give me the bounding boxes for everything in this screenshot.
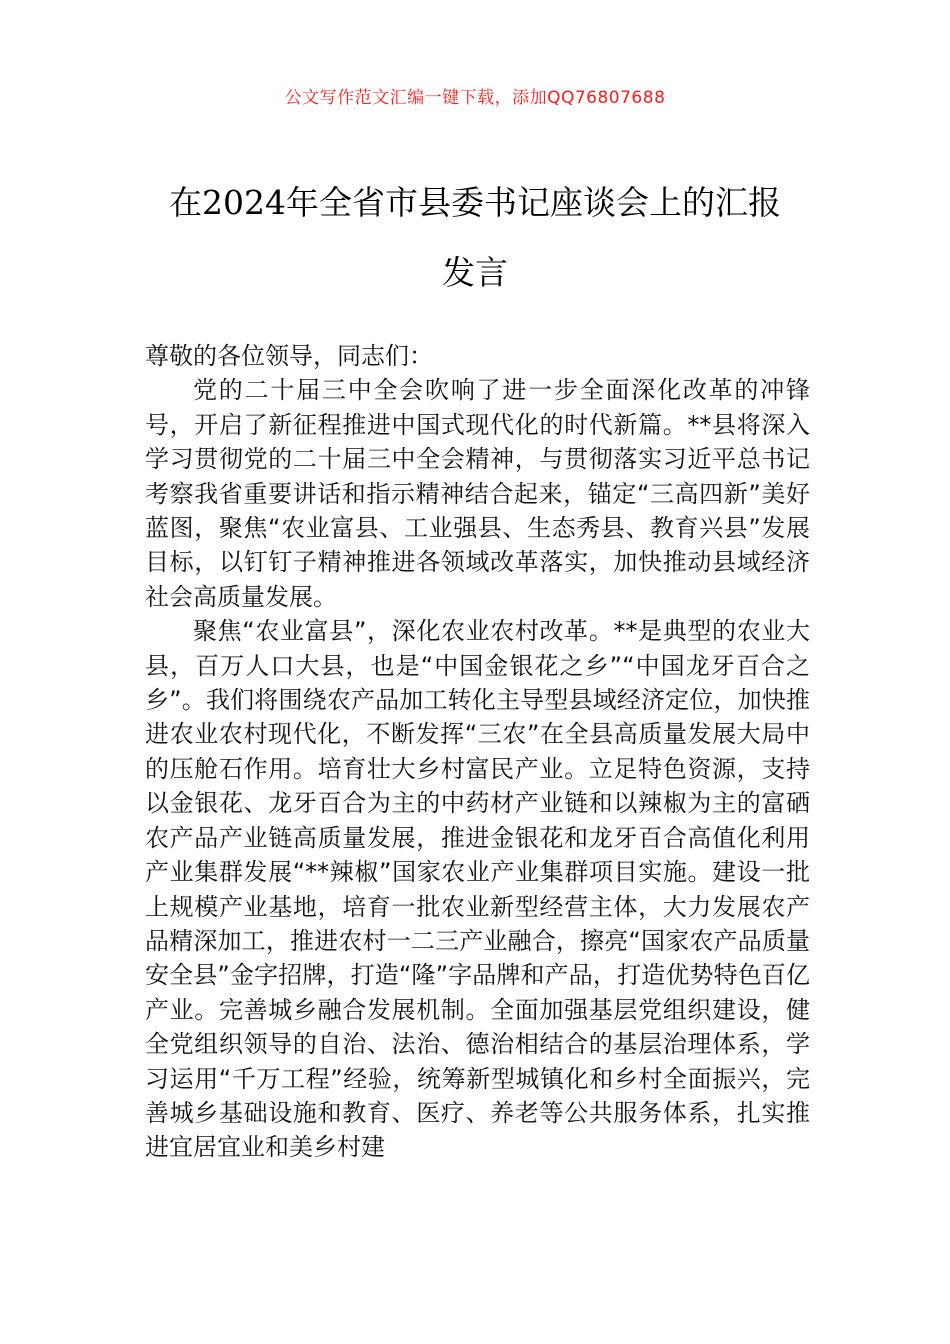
paragraph-1: 党的二十届三中全会吹响了进一步全面深化改革的冲锋号，开启了新征程推进中国式现代化的时代新篇。**县将深入学习贯彻党的二十届三中全会精神，与贯彻落实习近平总书记考察我省重要讲话和指示精神结合起来，锚定“三高四新”美好蓝图，聚焦“农业富县、工业强县、生态秀县、教育兴县”发展目标，以钉钉子精神推进各领域改革落实，加快推动县域经济社会高质量发展。 <box>145 376 810 611</box>
paragraph-2: 聚焦“农业富县”，深化农业农村改革。**是典型的农业大县，百万人口大县，也是“中国金银花之乡”“中国龙牙百合之乡”。我们将围绕农产品加工转化主导型县域经济定位，加快推进农业农村现代化，不断发挥“三农”在全县高质量发展大局中的压舱石作用。培育壮大乡村富民产业。立足特色资源，支持以金银花、龙牙百合为主的中药材产业链和以辣椒为主的富硒农产品产业链高质量发展，推进金银花和龙牙百合高值化利用产业集群发展“**辣椒”国家农业产业集群项目实施。建设一批上规模产业基地，培育一批农业新型经营主体，大力发展农产品精深加工，推进农村一二三产业融合，擦亮“国家农产品质量安全县”金字招牌，打造“隆”字品牌和产品，打造优势特色百亿产业。完善城乡融合发展机制。全面加强基层党组织建设，健全党组织领导的自治、法治、德治相结合的基层治理体系，学习运用“千万工程”经验，统筹新型城镇化和乡村全面振兴，完善城乡基础设施和教育、医疗、养老等公共服务体系，扎实推进宜居宜业和美乡村建 <box>145 617 810 1162</box>
title-line-1: 在2024年全省市县委书记座谈会上的汇报 <box>169 183 781 222</box>
document-title <box>120 168 830 308</box>
document-body <box>145 339 810 1165</box>
salutation: 尊敬的各位领导，同志们： <box>145 342 433 370</box>
title-line-2: 发言 <box>442 253 508 292</box>
header-note: 公文写作范文汇编一键下载，添加QQ76807688 <box>284 88 666 108</box>
